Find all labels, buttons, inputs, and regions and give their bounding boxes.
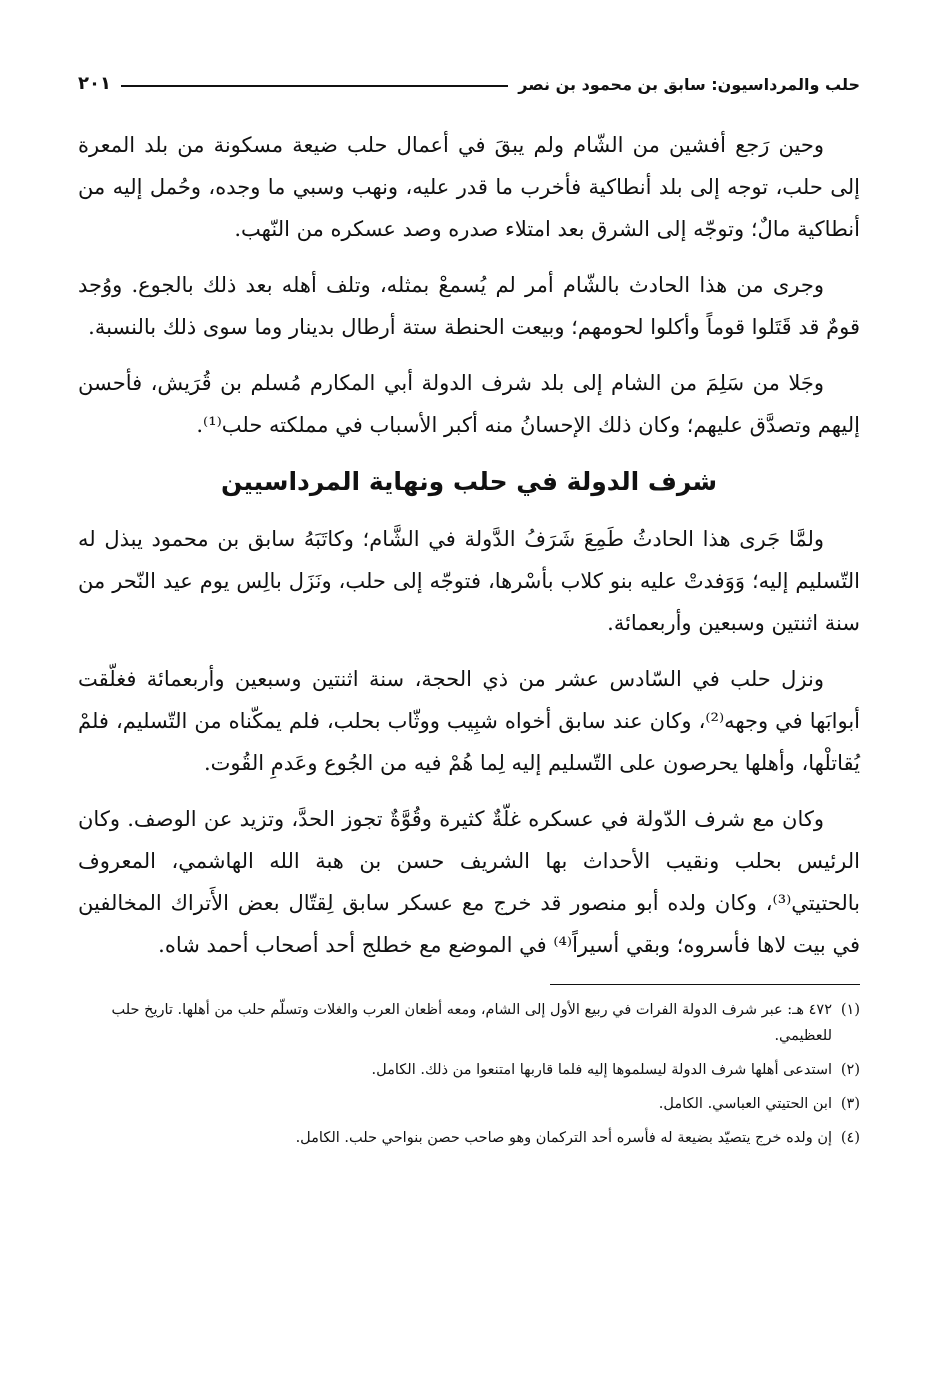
footnote-marker: (٤) — [840, 1130, 860, 1146]
footnote-marker: (٢) — [840, 1062, 860, 1078]
running-head-rule — [121, 85, 508, 87]
footnote-marker: (١) — [840, 1002, 860, 1018]
page-number: ٢٠١ — [78, 73, 111, 94]
footnotes — [78, 997, 860, 1151]
footnote-text: استدعى أهلها شرف الدولة ليسلموها إليه فلما قاربها امتنعوا من ذلك. الكامل. — [371, 1062, 832, 1078]
footnote-separator — [550, 984, 860, 985]
book-page — [78, 60, 860, 1350]
footnote-marker: (٣) — [840, 1096, 860, 1112]
body-text — [78, 124, 860, 966]
footnote-text: ابن الحتيتي العباسي. الكامل. — [658, 1096, 832, 1112]
running-head — [78, 60, 860, 94]
paragraph: وكان مع شرف الدّولة في عسكره غلّةٌ كثيرة وقُوَّةٌ تجوز الحدَّ، وتزيد عن الوصف. وكان الرئيس بحلب ونقيب الأحداث بها الشريف حسن بن هبة الله الهاشمي، المعروف بالحتيتي⁽³⁾، وكان ولده أبو منصور قد خرج مع عسكر سابق لِقتّال بعض الأَتراك المخالفين في بيت لاها فأسروه؛ وبقي أسيراً⁽⁴⁾ في الموضع مع خطلج أحد أصحاب أحمد شاه. — [78, 807, 860, 957]
section-heading: شرف الدولة في حلب ونهاية المرداسيين — [220, 467, 718, 496]
footnote — [78, 1057, 860, 1083]
paragraph: وحين رَجع أفشين من الشّام ولم يبقَ في أعمال حلب ضيعة مسكونة من بلد المعرة إلى حلب، توجه إلى بلد أنطاكية فأخرب ما قدر عليه، ونهب وسبي ما وجده، وحُمل إليه من أنطاكية مالٌ؛ وتوجّه إلى الشرق بعد امتلاء صدره وصد عسكره من النّهب. — [78, 133, 860, 241]
footnote-text: ٤٧٢ هـ: عبر شرف الدولة الفرات في ربيع الأول إلى الشام، ومعه أظعان العرب والغلات وتسلّم حلب من أهلها. تاريخ حلب للعظيمي. — [111, 1002, 832, 1044]
running-head-title: حلب والمرداسيون: سابق بن محمود بن نصر — [518, 75, 860, 94]
paragraph: وجَلا من سَلِمَ من الشام إلى بلد شرف الدولة أبي المكارم مُسلم بن قُرَيش، فأحسن إليهم وتصدَّق عليهم؛ وكان ذلك الإحسانُ منه أكبر الأسباب في مملكته حلب⁽¹⁾. — [78, 371, 860, 437]
footnote — [78, 997, 860, 1049]
footnote — [78, 1091, 860, 1117]
paragraph: وجرى من هذا الحادث بالشّام أمر لم يُسمعْ بمثله، وتلف أهله بعد ذلك بالجوع. ووُجد قومٌ قد قَتَلوا قوماً وأكلوا لحومهم؛ وبيعت الحنطة ستة أرطال بدينار وما سوى ذلك بالنسبة. — [78, 273, 860, 339]
paragraph: ونزل حلب في السّادس عشر من ذي الحجة، سنة اثنتين وسبعين وأربعمائة فغلّقت أبوابَها في وجهه⁽²⁾، وكان عند سابق أخواه شبِيب ووثّاب بحلب، فلم يمكّناه من التّسليم، فلمْ يُقاتلْها، وأهلها يحرصون على التّسليم إليه لِما هُمْ فيه من الجُوع وعَدمِ القُوت. — [78, 667, 860, 775]
footnote — [78, 1125, 860, 1151]
paragraph: ولمَّا جَرى هذا الحادثُ طَمِعَ شَرَفُ الدَّولة في الشَّام؛ وكاتَبَهُ سابق بن محمود يبذل له التّسليم إليه؛ وَوَفدتْ عليه بنو كلاب بأسْرها، فتوجّه إلى حلب، ونَزَل بالِس يوم عيد النّحر من سنة اثنتين وسبعين وأربعمائة. — [78, 527, 860, 635]
footnote-text: إن ولده خرج يتصيّد بضيعة له فأسره أحد التركمان وهو صاحب حصن بنواحي حلب. الكامل. — [295, 1130, 832, 1146]
